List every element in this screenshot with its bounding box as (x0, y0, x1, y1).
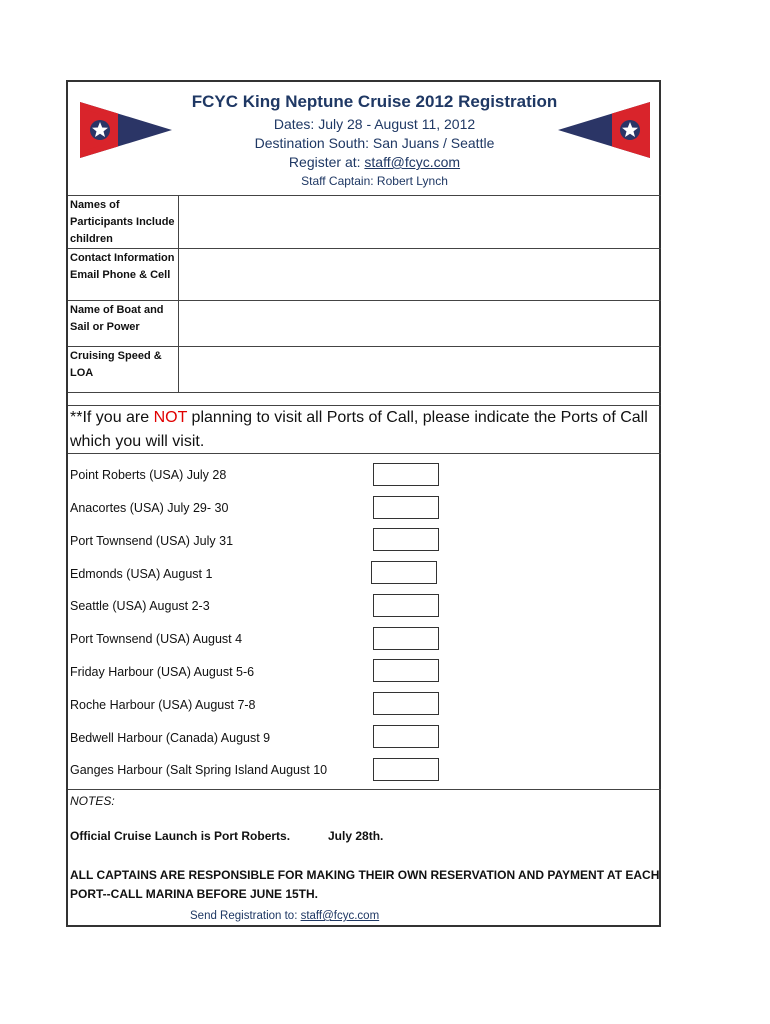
contact-input[interactable] (180, 250, 658, 298)
port-checkbox-ganges-harbour[interactable] (373, 758, 439, 781)
cruise-dates: Dates: July 28 - August 11, 2012 (273, 116, 476, 132)
port-checkbox-anacortes[interactable] (373, 496, 439, 519)
divider (68, 300, 661, 301)
staff-captain: Staff Captain: Robert Lynch (301, 174, 448, 188)
ports-prompt-suffix: planning to visit all Ports of Call, please indicate the Ports of Call which you will visit. (70, 409, 648, 450)
port-label: Roche Harbour (USA) August 7-8 (70, 698, 256, 712)
port-label: Bedwell Harbour (Canada) August 9 (70, 731, 271, 745)
divider (68, 392, 661, 393)
register-prefix: Register at: (288, 154, 365, 170)
launch-note: Official Cruise Launch is Port Roberts. (70, 829, 291, 843)
boat-label: Name of Boat and Sail or Power (70, 304, 164, 333)
port-checkbox-friday-harbour[interactable] (373, 659, 439, 682)
port-checkbox-port-townsend-aug[interactable] (373, 627, 439, 650)
divider (68, 346, 661, 347)
port-checkbox-seattle[interactable] (373, 594, 439, 617)
captains-note: ALL CAPTAINS ARE RESPONSIBLE FOR MAKING THEIR OWN RESERVATION AND PAYMENT AT EACH PORT--CALL MARINA BEFORE JUNE 15TH. (70, 868, 660, 901)
destination: Destination South: San Juans / Seattle (254, 135, 495, 151)
send-email-link[interactable]: staff@fcyc.com (300, 910, 380, 922)
port-label: Edmonds (USA) August 1 (70, 567, 213, 581)
register-email-link[interactable]: staff@fcyc.com (364, 154, 461, 170)
send-registration-line (190, 910, 379, 922)
ports-prompt-highlight: NOT (153, 409, 188, 426)
launch-date: July 28th. (328, 829, 384, 843)
port-label: Anacortes (USA) July 29- 30 (70, 501, 229, 515)
speed-input[interactable] (180, 348, 658, 390)
port-checkbox-bedwell-harbour[interactable] (373, 725, 439, 748)
port-label: Ganges Harbour (Salt Spring Island August 10 (70, 763, 328, 777)
port-checkbox-roche-harbour[interactable] (373, 692, 439, 715)
ports-prompt-prefix: **If you are (70, 409, 154, 426)
port-checkbox-port-townsend-july[interactable] (373, 528, 439, 551)
divider (68, 248, 661, 249)
form-title: FCYC King Neptune Cruise 2012 Registration (191, 92, 558, 111)
port-checkbox-edmonds[interactable] (371, 561, 437, 584)
port-label: Port Townsend (USA) August 4 (70, 632, 243, 646)
boat-input[interactable] (180, 302, 658, 344)
speed-label: Cruising Speed & LOA (70, 350, 162, 379)
names-label: Names of Participants Include children (70, 199, 175, 245)
port-label: Point Roberts (USA) July 28 (70, 468, 227, 482)
port-label: Friday Harbour (USA) August 5-6 (70, 665, 255, 679)
port-checkbox-point-roberts[interactable] (373, 463, 439, 486)
port-label: Seattle (USA) August 2-3 (70, 599, 210, 613)
send-prefix: Send Registration to: (190, 910, 301, 922)
names-input[interactable] (180, 197, 658, 246)
column-divider (178, 195, 179, 392)
notes-label: NOTES: (70, 794, 115, 808)
contact-label: Contact Information Email Phone & Cell (70, 252, 175, 281)
ports-prompt (70, 406, 660, 454)
divider (68, 789, 661, 790)
divider (68, 195, 661, 196)
registration-form (66, 80, 661, 927)
port-label: Port Townsend (USA) July 31 (70, 534, 234, 548)
register-line (78, 154, 671, 170)
